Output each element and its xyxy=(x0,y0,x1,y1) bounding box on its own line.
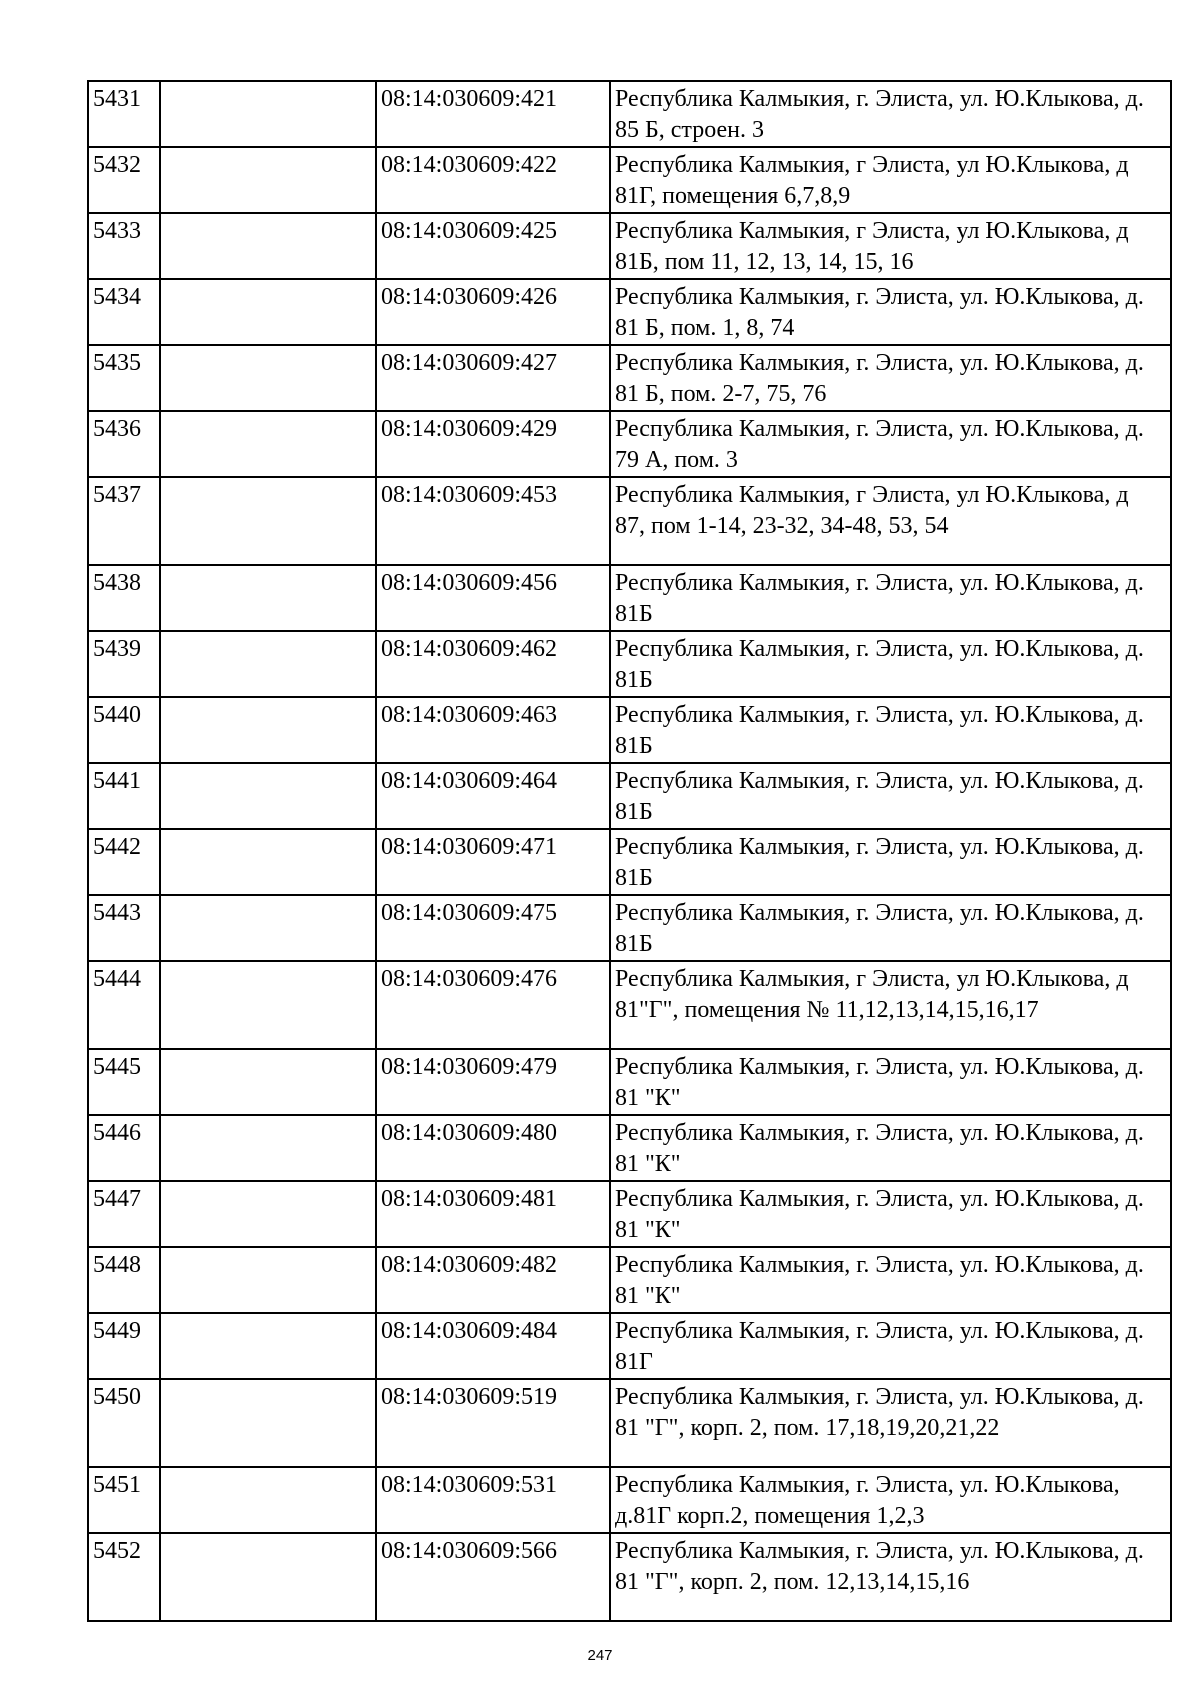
address-cell: Республика Калмыкия, г. Элиста, ул. Ю.Клыкова, д. 81Б xyxy=(610,697,1171,763)
empty-cell xyxy=(160,961,376,1049)
table-row xyxy=(88,81,1171,147)
cadastral-number-cell: 08:14:030609:429 xyxy=(376,411,610,477)
empty-cell xyxy=(160,345,376,411)
row-number-cell: 5447 xyxy=(88,1181,160,1247)
empty-cell xyxy=(160,895,376,961)
cadastral-number-cell: 08:14:030609:421 xyxy=(376,81,610,147)
row-number-cell: 5446 xyxy=(88,1115,160,1181)
row-number-cell: 5438 xyxy=(88,565,160,631)
address-cell: Республика Калмыкия, г. Элиста, ул. Ю.Клыкова, д. 81Б xyxy=(610,895,1171,961)
empty-cell xyxy=(160,697,376,763)
row-number-cell: 5443 xyxy=(88,895,160,961)
cadastral-number-cell: 08:14:030609:531 xyxy=(376,1467,610,1533)
address-cell: Республика Калмыкия, г. Элиста, ул. Ю.Клыкова, д. 81Б xyxy=(610,829,1171,895)
row-number-cell: 5433 xyxy=(88,213,160,279)
empty-cell xyxy=(160,411,376,477)
table-row xyxy=(88,895,1171,961)
empty-cell xyxy=(160,1313,376,1379)
registry-table-body xyxy=(88,81,1171,1621)
row-number-cell: 5451 xyxy=(88,1467,160,1533)
empty-cell xyxy=(160,1533,376,1621)
table-row xyxy=(88,1115,1171,1181)
address-cell: Республика Калмыкия, г. Элиста, ул. Ю.Клыкова, д. 81 "Г", корп. 2, пом. 12,13,14,15,16 xyxy=(610,1533,1171,1621)
table-row xyxy=(88,1247,1171,1313)
cadastral-number-cell: 08:14:030609:482 xyxy=(376,1247,610,1313)
address-cell: Республика Калмыкия, г. Элиста, ул. Ю.Клыкова, д. 81 Б, пом. 1, 8, 74 xyxy=(610,279,1171,345)
cadastral-number-cell: 08:14:030609:425 xyxy=(376,213,610,279)
table-row xyxy=(88,1533,1171,1621)
row-number-cell: 5449 xyxy=(88,1313,160,1379)
table-row xyxy=(88,1049,1171,1115)
row-number-cell: 5448 xyxy=(88,1247,160,1313)
table-row xyxy=(88,1181,1171,1247)
address-cell: Республика Калмыкия, г. Элиста, ул. Ю.Клыкова, д. 81Г xyxy=(610,1313,1171,1379)
cadastral-number-cell: 08:14:030609:463 xyxy=(376,697,610,763)
table-row xyxy=(88,279,1171,345)
table-row xyxy=(88,565,1171,631)
address-cell: Республика Калмыкия, г. Элиста, ул. Ю.Клыкова, д. 81 "К" xyxy=(610,1115,1171,1181)
table-row xyxy=(88,477,1171,565)
address-cell: Республика Калмыкия, г Элиста, ул Ю.Клыкова, д 81"Г", помещения № 11,12,13,14,15,16,17 xyxy=(610,961,1171,1049)
table-row xyxy=(88,631,1171,697)
row-number-cell: 5440 xyxy=(88,697,160,763)
address-cell: Республика Калмыкия, г. Элиста, ул. Ю.Клыкова, д. 81 Б, пом. 2-7, 75, 76 xyxy=(610,345,1171,411)
address-cell: Республика Калмыкия, г. Элиста, ул. Ю.Клыкова, д. 81Б xyxy=(610,763,1171,829)
address-cell: Республика Калмыкия, г. Элиста, ул. Ю.Клыкова, д. 81 "К" xyxy=(610,1181,1171,1247)
cadastral-number-cell: 08:14:030609:464 xyxy=(376,763,610,829)
cadastral-number-cell: 08:14:030609:484 xyxy=(376,1313,610,1379)
empty-cell xyxy=(160,477,376,565)
table-row xyxy=(88,411,1171,477)
address-cell: Республика Калмыкия, г. Элиста, ул. Ю.Клыкова, д. 81 "Г", корп. 2, пом. 17,18,19,20,21,22 xyxy=(610,1379,1171,1467)
cadastral-number-cell: 08:14:030609:426 xyxy=(376,279,610,345)
row-number-cell: 5450 xyxy=(88,1379,160,1467)
row-number-cell: 5444 xyxy=(88,961,160,1049)
cadastral-number-cell: 08:14:030609:456 xyxy=(376,565,610,631)
row-number-cell: 5432 xyxy=(88,147,160,213)
empty-cell xyxy=(160,81,376,147)
row-number-cell: 5452 xyxy=(88,1533,160,1621)
cadastral-number-cell: 08:14:030609:481 xyxy=(376,1181,610,1247)
empty-cell xyxy=(160,631,376,697)
address-cell: Республика Калмыкия, г Элиста, ул Ю.Клыкова, д 81Б, пом 11, 12, 13, 14, 15, 16 xyxy=(610,213,1171,279)
table-row xyxy=(88,1313,1171,1379)
row-number-cell: 5435 xyxy=(88,345,160,411)
empty-cell xyxy=(160,1247,376,1313)
cadastral-number-cell: 08:14:030609:462 xyxy=(376,631,610,697)
table-row xyxy=(88,1467,1171,1533)
cadastral-number-cell: 08:14:030609:471 xyxy=(376,829,610,895)
cadastral-number-cell: 08:14:030609:475 xyxy=(376,895,610,961)
row-number-cell: 5434 xyxy=(88,279,160,345)
address-cell: Республика Калмыкия, г. Элиста, ул. Ю.Клыкова, д. 81 "К" xyxy=(610,1049,1171,1115)
cadastral-number-cell: 08:14:030609:566 xyxy=(376,1533,610,1621)
table-row xyxy=(88,345,1171,411)
cadastral-number-cell: 08:14:030609:476 xyxy=(376,961,610,1049)
row-number-cell: 5437 xyxy=(88,477,160,565)
empty-cell xyxy=(160,1181,376,1247)
address-cell: Республика Калмыкия, г. Элиста, ул. Ю.Клыкова, д. 81 "К" xyxy=(610,1247,1171,1313)
page-number: 247 xyxy=(587,1647,613,1664)
empty-cell xyxy=(160,1379,376,1467)
cadastral-number-cell: 08:14:030609:422 xyxy=(376,147,610,213)
row-number-cell: 5431 xyxy=(88,81,160,147)
property-registry-table xyxy=(87,80,1172,1622)
address-cell: Республика Калмыкия, г. Элиста, ул. Ю.Клыкова, д. 85 Б, строен. 3 xyxy=(610,81,1171,147)
address-cell: Республика Калмыкия, г. Элиста, ул. Ю.Клыкова, д. 81Б xyxy=(610,565,1171,631)
table-row xyxy=(88,961,1171,1049)
empty-cell xyxy=(160,1049,376,1115)
address-cell: Республика Калмыкия, г. Элиста, ул. Ю.Клыкова, д. 79 А, пом. 3 xyxy=(610,411,1171,477)
empty-cell xyxy=(160,213,376,279)
row-number-cell: 5442 xyxy=(88,829,160,895)
cadastral-number-cell: 08:14:030609:519 xyxy=(376,1379,610,1467)
empty-cell xyxy=(160,1467,376,1533)
address-cell: Республика Калмыкия, г. Элиста, ул. Ю.Клыкова, д.81Г корп.2, помещения 1,2,3 xyxy=(610,1467,1171,1533)
cadastral-number-cell: 08:14:030609:480 xyxy=(376,1115,610,1181)
address-cell: Республика Калмыкия, г Элиста, ул Ю.Клыкова, д 87, пом 1-14, 23-32, 34-48, 53, 54 xyxy=(610,477,1171,565)
row-number-cell: 5439 xyxy=(88,631,160,697)
empty-cell xyxy=(160,147,376,213)
empty-cell xyxy=(160,565,376,631)
empty-cell xyxy=(160,279,376,345)
address-cell: Республика Калмыкия, г Элиста, ул Ю.Клыкова, д 81Г, помещения 6,7,8,9 xyxy=(610,147,1171,213)
table-row xyxy=(88,829,1171,895)
cadastral-number-cell: 08:14:030609:479 xyxy=(376,1049,610,1115)
table-row xyxy=(88,213,1171,279)
table-row xyxy=(88,697,1171,763)
row-number-cell: 5445 xyxy=(88,1049,160,1115)
address-cell: Республика Калмыкия, г. Элиста, ул. Ю.Клыкова, д. 81Б xyxy=(610,631,1171,697)
empty-cell xyxy=(160,829,376,895)
table-row xyxy=(88,1379,1171,1467)
cadastral-number-cell: 08:14:030609:453 xyxy=(376,477,610,565)
empty-cell xyxy=(160,763,376,829)
table-row xyxy=(88,147,1171,213)
cadastral-number-cell: 08:14:030609:427 xyxy=(376,345,610,411)
row-number-cell: 5441 xyxy=(88,763,160,829)
empty-cell xyxy=(160,1115,376,1181)
table-row xyxy=(88,763,1171,829)
row-number-cell: 5436 xyxy=(88,411,160,477)
